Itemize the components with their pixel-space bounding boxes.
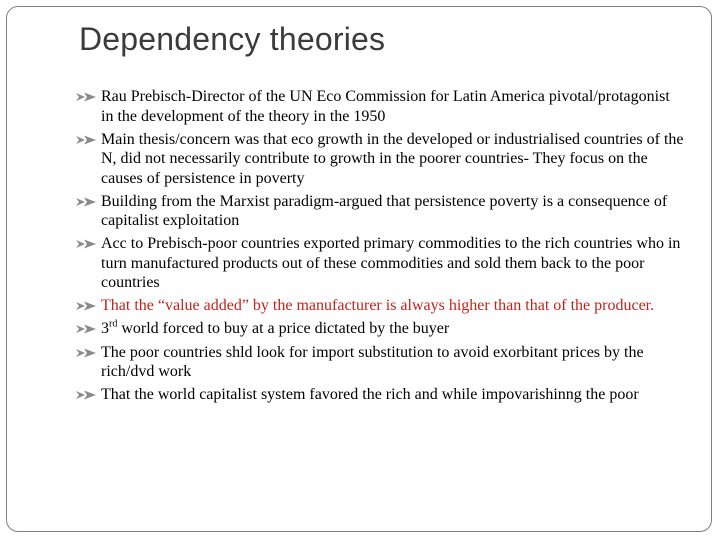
bullet-text: The poor countries shld look for import substitution to avoid exorbitant prices by the rich/dvd work (101, 343, 644, 381)
bullet-item (76, 343, 686, 382)
bullet-text: That the “value added” by the manufacturer is always higher than that of the producer. (101, 297, 655, 315)
bullet-item (76, 385, 686, 405)
bullet-text: world forced to buy at a price dictated by the buyer (117, 320, 450, 338)
ribbon-bullet-icon (76, 301, 97, 311)
ribbon-bullet-icon (76, 135, 97, 145)
ribbon-bullet-icon (76, 324, 97, 334)
bullet-text: Building from the Marxist paradigm-argued that persistence poverty is a consequence of capitalist exploitation (101, 192, 668, 230)
bullet-item (76, 234, 686, 293)
bullet-item (76, 130, 686, 189)
bullet-list (76, 87, 686, 408)
bullet-number: 3 (101, 320, 109, 338)
ribbon-bullet-icon (76, 239, 97, 249)
ribbon-bullet-icon (76, 92, 97, 102)
bullet-text: Acc to Prebisch-poor countries exported primary commodities to the rich countries who in turn manufactured products out of these commodities and sold them back to the poor countries (101, 235, 681, 292)
bullet-item (76, 192, 686, 231)
slide-title: Dependency theories (79, 21, 386, 57)
bullet-item-highlighted (76, 296, 686, 316)
ribbon-bullet-icon (76, 348, 97, 358)
ribbon-bullet-icon (76, 390, 97, 400)
bullet-text: Main thesis/concern was that eco growth in the developed or industrialised countries of the N, did not necessarily contribute to growth in the poorer countries- They focus on the causes of persistence in poverty (101, 130, 684, 187)
bullet-item (76, 87, 686, 126)
bullet-text: That the world capitalist system favored the rich and while impovarishinng the poor (101, 386, 639, 404)
ordinal-suffix: rd (109, 319, 118, 331)
ribbon-bullet-icon (76, 197, 97, 207)
bullet-text: Rau Prebisch-Director of the UN Eco Commission for Latin America pivotal/protagonist in the development of the theory in the 1950 (101, 88, 670, 125)
bullet-item (76, 319, 686, 339)
